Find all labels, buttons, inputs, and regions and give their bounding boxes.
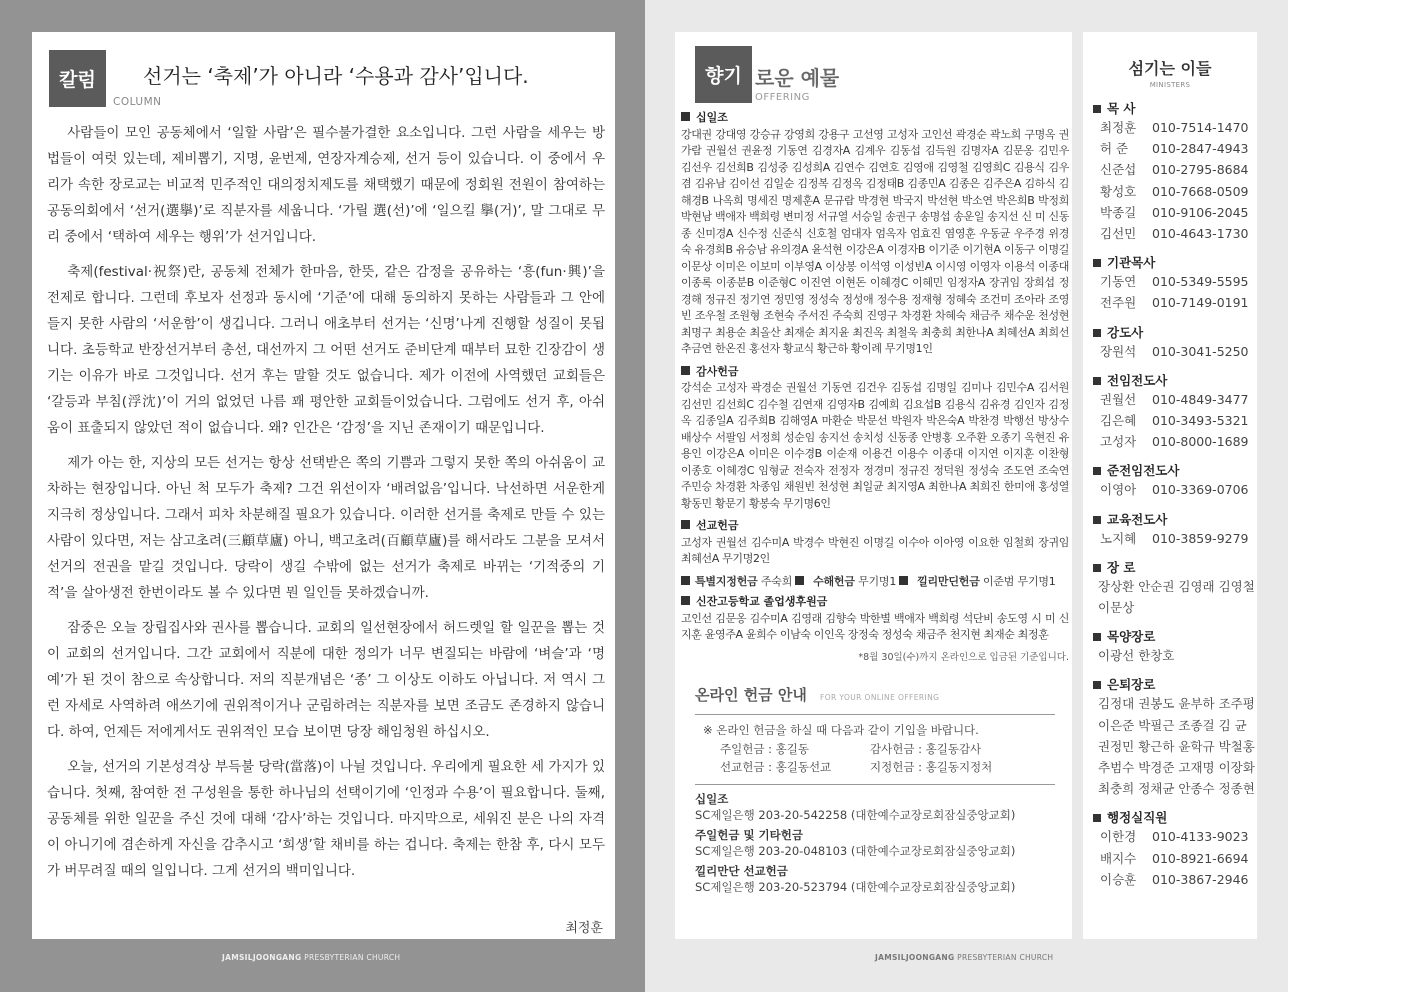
minister-phone: 010-7668-0509	[1152, 183, 1249, 199]
account-title: 십일조	[695, 792, 729, 806]
column-badge: 칼럼	[49, 50, 106, 107]
minister-name: 허 준	[1100, 141, 1129, 157]
minister-name: 장원석	[1100, 343, 1137, 359]
minister-entry	[1100, 479, 1257, 500]
minister-phone: 010-4849-3477	[1152, 391, 1249, 407]
thanks-names: 강석순 고성자 곽경순 권월선 기동연 김건우 김동섭 김명일 김미나 김민수A 김서원 김선민 김선희C 김수철 김연재 김영자B 김예희 김요섭B 김용식 김유경 김인자 김정옥 김종일A 김주희B 김해영A 마환순 박문선 박원자 박은숙A 박찬경 박행선 방상수 배상수 서팔임 서정희 성순임 송지선 송치성 신동종 안병홍 오주환 오종기 옥현진 유용인 이강은A 이미은 이수경B 이순재 이용건 이용수 이종대 이지연 이지훈 이찬형 이종호 이혜경C 임형균 전숙자 전정자 정경미 정규진 정덕원 정성숙 조도연 조숙연 주민승 차경환 차종임 채원빈 천성현 최일균 최지영A 최한나A 최희진 한미애 홍성열 황동민 황문기 황봉숙 무기명6인	[681, 381, 1069, 510]
pastor-elders-line: 이광선 한창호	[1098, 648, 1175, 664]
special-head: 특별지정헌금	[681, 575, 758, 588]
role-heading: 목 사	[1093, 99, 1257, 117]
minister-name: 권월선	[1100, 391, 1137, 407]
staff-phone: 010-8921-6694	[1152, 850, 1249, 866]
minister-name: 이영아	[1100, 482, 1137, 498]
role-heading: 교육전도사	[1093, 510, 1257, 528]
footer-church-rest: PRESBYTERIAN CHURCH	[301, 953, 401, 962]
minister-name: 박종길	[1100, 204, 1137, 220]
minister-entry	[1100, 159, 1257, 180]
account-title: 낄리만단 선교헌금	[695, 864, 788, 878]
offering-list	[681, 108, 1069, 666]
minister-name: 김은혜	[1100, 413, 1137, 429]
column-paragraph: 오늘, 선거의 기본성격상 부득불 당락(當落)이 나뉠 것입니다. 우리에게 필요한 세 가지가 있습니다. 첫째, 참여한 전 구성원을 통한 하나님의 선택이기에 ‘인정과 수용’이 필요합니다. 둘째, 공동체를 위한 일꾼을 주신 것에 대해 ‘감사’하는 것입니다. 마지막으로, 세워진 분은 나의 자격이 아니기에 겸손하게 자신을 감추시고 ‘희생’할 채비를 하는 겁니다. 축제는 한참 후, 다시 모두가 버무려질 때의 일입니다. 그게 선거의 백미입니다.	[47, 759, 605, 879]
mission-field-names: 이준범 무기명1	[982, 574, 1056, 588]
minister-entry	[1100, 292, 1257, 313]
divider	[695, 714, 1055, 715]
minister-name: 황성호	[1100, 183, 1137, 199]
role-heading: 기관목사	[1093, 253, 1257, 271]
minister-entry	[1100, 181, 1257, 202]
online-examples	[720, 741, 1055, 775]
minister-entry	[1100, 271, 1257, 292]
role-heading-elders: 장 로	[1093, 558, 1257, 576]
minister-phone: 010-7149-0191	[1152, 295, 1249, 311]
ministers-list	[1093, 99, 1257, 890]
column-card	[32, 32, 615, 939]
online-notice: ※ 온라인 헌금을 하실 때 다음과 같이 기입을 바랍니다.	[703, 723, 979, 737]
column-paragraph: 축제(festival·祝祭)란, 공동체 전체가 한마음, 한뜻, 같은 감정을 공유하는 ‘흥(fun·興)’을 전제로 합니다. 그런데 후보자 선정과 동시에 ‘기준’에 대해 동의하지 못하는 사람들과 그 안에 들지 못한 사람의 ‘서운함’이 생깁니다. 그러니 애초부터 선거는 ‘신명’나게 진행할 성질이 못됩니다. 초등학교 반장선거부터 총선, 대선까지 그 어떤 선거도 준비단계 때부터 묘한 긴장감이 생기는 이유가 바로 그것입니다. 선거 후는 말할 것도 없습니다. 제가 이전에 사역했던 교회들은 ‘갈등과 부침(浮沈)’이 거의 없었던 나름 꽤 평안한 교회들이었습니다. 그럼에도 선거 후, 아쉬움이 표출되지 않았던 적이 없습니다. 왜? 인간은 ‘감정’을 지닌 존재이기 때문입니다.	[47, 264, 605, 436]
special-names: 주숙희	[760, 574, 793, 588]
flood-names: 무기명1	[858, 574, 897, 588]
column-paragraph: 사람들이 모인 공동체에서 ‘일할 사람’은 필수불가결한 요소입니다. 그런 사람을 세우는 방법들이 여럿 있는데, 제비뽑기, 지명, 윤번제, 연장자계승제, 선거 등이 있습니다. 이 중에서 우리가 속한 장로교는 비교적 민주적인 대의정치제도를 채택했기 때문에 정회원 전원이 참여하는 공동의회에서 ‘선거(選擧)’로 직분자를 세웁니다. ‘가릴 選(선)’에 ‘일으킬 擧(거)’, 말 그대로 무리 중에서 ‘택하여 세우는 행위’가 선거입니다.	[47, 125, 605, 245]
minister-phone: 010-5349-5595	[1152, 274, 1249, 290]
role-heading: 강도사	[1093, 323, 1257, 341]
minister-phone: 010-2847-4943	[1152, 141, 1249, 157]
column-author: 최정훈	[565, 921, 603, 936]
retired-line: 권정민 황근하 윤학규 박철홍	[1098, 738, 1255, 754]
page-margin	[1288, 0, 1403, 992]
account-title: 주일헌금 및 기타헌금	[695, 828, 803, 842]
ministers-subtitle: MINISTERS	[1149, 81, 1191, 89]
minister-phone: 010-7514-1470	[1152, 120, 1249, 135]
section-heading-mission: 선교헌금	[681, 518, 1069, 535]
role-heading: 준전임전도사	[1093, 461, 1257, 479]
minister-phone: 010-9106-2045	[1152, 204, 1249, 220]
ministers-card	[1083, 32, 1257, 939]
minister-entry	[1100, 389, 1257, 410]
example-thanks: 감사헌금 : 홍길동감사	[870, 742, 982, 756]
footer-church-rest: PRESBYTERIAN CHURCH	[954, 953, 1054, 962]
divider	[695, 784, 1055, 785]
staff-name: 이승훈	[1100, 871, 1137, 887]
minister-name: 신준섭	[1100, 162, 1137, 178]
section-heading-tithe: 십일조	[681, 110, 1069, 127]
minister-phone: 010-3859-9279	[1152, 530, 1249, 546]
offering-card	[675, 32, 1072, 939]
mission-names: 고성자 권월선 김수미A 박경수 박현진 이명길 이수아 이아영 이요한 임철희 장귀임 최혜선A 무기명2인	[681, 535, 1069, 565]
example-sunday: 주일헌금 : 홍길동	[720, 742, 809, 756]
staff-phone: 010-4133-9023	[1152, 829, 1249, 845]
tithe-names: 강대권 강대영 강승규 강영희 강용구 고선영 고성자 고인선 곽경순 곽노희 구명옥 권가람 권월선 권윤정 기동연 김경자A 김계우 김동섭 김득원 김명자A 김문옹 김민우 김선우 김선희B 김성중 김성희A 김연수 김연호 김영애 김영철 김영희C 김용식 김우겸 김유남 김이선 김일순 김정복 김정옥 김정태B 김종민A 김종은 김주은A 김하식 김해경B 나옥희 명세진 명제훈A 문규람 박경현 박국지 박선현 박소연 박은희B 박정희 박현남 백애자 백희령 변미정 서규열 서승일 송권구 송명섭 송운일 송지선 신 미 신동종 신미경A 신수정 신준식 신호철 엄대자 엄옥자 엄효진 염영훈 우동균 우주경 위경숙 유경희B 유승남 유의경A 윤석현 이강은A 이경자B 이기준 이기현A 이동구 이명길 이문상 이미은 이보미 이부영A 이상봉 이석영 이성빈A 이시영 이영자 이용석 이종대 이종록 이종분B 이준형C 이진연 이현돈 이혜경C 이혜민 임정자A 장귀임 장희섭 정경해 정규진 정기연 정민영 정성숙 정성애 정수용 정재형 정혜숙 조건미 조아라 조영빈 조우철 조원형 조현숙 주서진 주숙희 진영구 차경환 차혜숙 채금주 채수운 천성현 최명구 최용순 최올산 최재순 최지윤 최진옥 최철욱 최충희 최한나A 최혜선A 최희선 추금연 한온진 홍선자 황교식 황근하 황이례 무기명1인	[681, 127, 1069, 355]
offering-badge: 향기	[695, 46, 752, 103]
staff-phone: 010-3867-2946	[1152, 871, 1249, 887]
online-subtitle: FOR YOUR ONLINE OFFERING	[819, 693, 940, 702]
minister-name: 노지혜	[1100, 530, 1137, 546]
retired-line: 추범수 박경준 고재명 이장화	[1098, 760, 1255, 776]
section-heading-thanks: 감사헌금	[681, 364, 1069, 381]
minister-entry	[1100, 202, 1257, 223]
minister-name: 최정훈	[1100, 120, 1137, 135]
retired-line: 김정대 권봉도 윤부하 조주평	[1098, 696, 1255, 712]
elders-line: 장상환 안순권 김영래 김영철	[1098, 578, 1255, 594]
special-offerings-line	[681, 574, 1069, 591]
minister-phone: 010-2795-8684	[1152, 162, 1249, 178]
minister-entry	[1100, 223, 1257, 244]
deadline-note: *8월 30일(수)까지 온라인으로 입금된 기준입니다.	[858, 651, 1069, 663]
column-paragraph: 잠중은 오늘 장립집사와 권사를 뽑습니다. 교회의 일선현장에서 허드렛일 할 일꾼을 뽑는 것이 교회의 선거입니다. 그간 교회에서 직분에 대한 정의가 너무 변질되는 바람에 ‘벼슬’과 ‘명예’가 된 것이 참으로 속상합니다. 저의 직분개념은 ‘종’ 그 이상도 이하도 아닙니다. 저 역시 그런 자세로 사역하려 애쓰기에 권위적이거나 군림하려는 직분자를 보면 조금도 존경하지 않습니다. 하여, 언제든 저에게서도 권위적인 모습 보이면 당장 해임청원 하십시오.	[47, 620, 605, 740]
minister-entry	[1100, 528, 1257, 549]
offering-title: 로운 예물	[755, 66, 840, 90]
account-number: SC제일은행 203-20-048103 (대한예수교장로회잠실중앙교회)	[695, 844, 1016, 858]
retired-line: 이은준 박필근 조종걸 김 균	[1098, 717, 1247, 733]
ministers-title: 섬기는 이들	[1128, 59, 1212, 78]
minister-entry	[1100, 117, 1257, 138]
minister-name: 기동연	[1100, 274, 1137, 290]
account-number: SC제일은행 203-20-542258 (대한예수교장로회잠실중앙교회)	[695, 808, 1016, 822]
role-heading-staff: 행정실직원	[1093, 808, 1257, 826]
example-mission: 선교헌금 : 홍길동선교	[720, 760, 832, 774]
minister-name: 전주원	[1100, 295, 1137, 311]
offering-subtitle: OFFERING	[755, 92, 810, 103]
right-footer	[875, 953, 1053, 962]
graduation-names: 고인선 김문옹 김수미A 김영래 김향숙 박한별 백애자 백희령 석단비 송도영 시 미 신지훈 윤영주A 윤희수 이남숙 이인옥 장정숙 정성숙 채금주 천지현 최재순 최정훈	[681, 611, 1069, 641]
staff-entry	[1100, 869, 1257, 890]
staff-name: 이한경	[1100, 829, 1137, 845]
column-subtitle: COLUMN	[113, 96, 162, 108]
minister-entry	[1100, 431, 1257, 452]
footer-church-bold: JAMSILJOONGANG	[875, 953, 955, 962]
bank-accounts	[695, 791, 1055, 895]
minister-phone: 010-4643-1730	[1152, 226, 1249, 242]
elders-line: 이문상	[1098, 600, 1135, 616]
column-body	[47, 120, 605, 893]
staff-entry	[1100, 848, 1257, 869]
minister-phone: 010-3041-5250	[1152, 343, 1249, 359]
role-heading-retired: 은퇴장로	[1093, 675, 1257, 693]
minister-entry	[1100, 410, 1257, 431]
online-offering-box	[695, 684, 1055, 899]
footer-church-bold: JAMSILJOONGANG	[222, 953, 302, 962]
mission-field-head: 낄리만딘헌금	[899, 575, 979, 588]
minister-entry	[1100, 341, 1257, 362]
retired-line: 최충희 정채균 안종수 정종현	[1098, 781, 1255, 797]
staff-name: 배지수	[1100, 850, 1137, 866]
flood-head: 수해헌금	[795, 575, 854, 588]
left-footer	[222, 953, 400, 962]
minister-name: 김선민	[1100, 226, 1137, 242]
column-paragraph: 제가 아는 한, 지상의 모든 선거는 항상 선택받은 쪽의 기쁨과 그렇지 못한 쪽의 아쉬움이 교차하는 현장입니다. 아닌 척 모두가 축제? 그건 위선이자 ‘배려없음’입니다. 낙선하면 서운한게 지극히 정상입니다. 그래서 피차 차분해질 필요가 있습니다. 이러한 선거를 축제로 만들 수 있는 사람이 있다면, 저는 삼고초려(三顧草廬) 아니, 백고초려(百顧草廬)를 해서라도 그분을 모셔서 선거의 전권을 맡길 것입니다. 당락이 생길 수밖에 없는 선거가 축제로 바뀌는 ‘기적중의 기적’을 살아생전 한번이라도 볼 수 있다면 뭔 일인들 못하겠습니까.	[47, 455, 605, 601]
column-title: 선거는 ‘축제’가 아니라 ‘수용과 감사’입니다.	[143, 64, 529, 88]
online-title: 온라인 헌금 안내	[695, 686, 807, 704]
role-heading: 전임전도사	[1093, 371, 1257, 389]
example-designated: 지정헌금 : 홍길동지정처	[870, 760, 993, 774]
staff-entry	[1100, 826, 1257, 847]
role-heading-pastor-elders: 목양장로	[1093, 627, 1257, 645]
account-number: SC제일은행 203-20-523794 (대한예수교장로회잠실중앙교회)	[695, 880, 1016, 894]
minister-phone: 010-8000-1689	[1152, 434, 1249, 450]
minister-name: 고성자	[1100, 434, 1137, 450]
minister-phone: 010-3369-0706	[1152, 482, 1249, 498]
section-heading-graduation: 신잔고등학교 졸업생후원금	[681, 594, 1069, 611]
minister-entry	[1100, 138, 1257, 159]
minister-phone: 010-3493-5321	[1152, 413, 1249, 429]
